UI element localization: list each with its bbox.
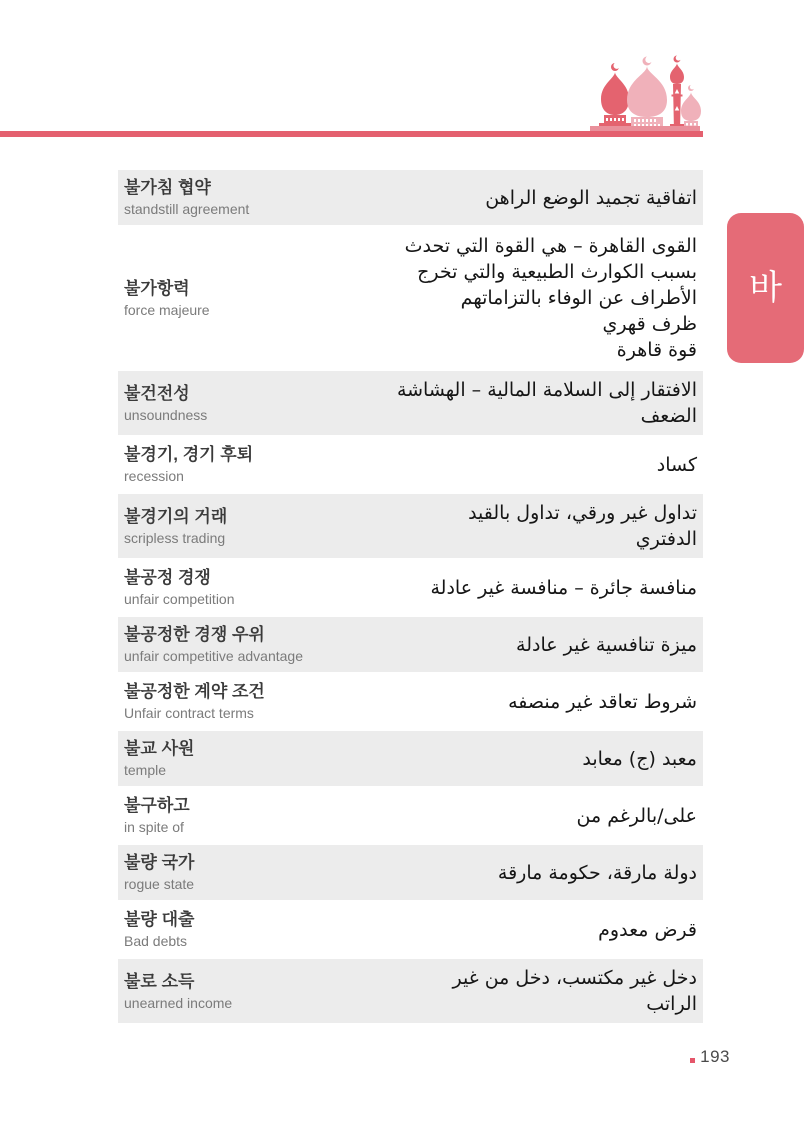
page-number: 193: [700, 1047, 730, 1066]
arabic-line: كساد: [656, 453, 697, 476]
english-term: temple: [124, 762, 167, 778]
arabic-translation: [374, 689, 697, 715]
term-cell: [124, 851, 374, 894]
korean-term: 불건전성: [124, 383, 190, 403]
arabic-translation: [374, 233, 697, 363]
center-dome: [627, 56, 667, 131]
term-cell: [124, 794, 374, 837]
arabic-translation: [374, 185, 697, 211]
header-divider-line: [0, 131, 703, 137]
arabic-line: معبد (ج) معابد: [582, 747, 697, 770]
arabic-translation: [374, 500, 697, 552]
arabic-translation: [374, 452, 697, 478]
arabic-line: شروط تعاقد غير منصفه: [508, 690, 697, 713]
glossary-entry-row: [118, 788, 703, 843]
english-term: recession: [124, 468, 184, 484]
term-cell: [124, 443, 374, 486]
korean-term: 불가침 협약: [124, 178, 211, 197]
arabic-line: الافتقار إلى السلامة المالية – الهشاشة: [396, 379, 697, 401]
arabic-line: ميزة تنافسية غير عادلة: [516, 633, 697, 656]
page-number-dot-icon: [690, 1058, 695, 1063]
arabic-translation: [374, 965, 697, 1017]
arabic-line: الضعف: [640, 405, 697, 427]
english-term: in spite of: [124, 819, 184, 835]
index-tab: [727, 213, 804, 363]
arabic-line: منافسة جائرة – منافسة غير عادلة: [430, 576, 697, 599]
korean-term: 불공정한 경쟁 우위: [124, 625, 265, 644]
arabic-translation: [374, 632, 697, 658]
arabic-line: تداول غير ورقي، تداول بالقيد: [468, 502, 697, 524]
arabic-line: القوى القاهرة – هي القوة التي تحدث: [404, 235, 697, 257]
arabic-line: الأطراف عن الوفاء بالتزاماتهم: [460, 287, 697, 309]
english-term: scripless trading: [124, 529, 226, 546]
korean-term: 불구하고: [124, 796, 190, 815]
arabic-line: قوة قاهرة: [616, 339, 697, 361]
korean-term: 불공정한 계약 조건: [124, 682, 265, 701]
term-cell: [124, 382, 374, 425]
term-cell: [124, 623, 374, 666]
arabic-translation: [374, 860, 697, 886]
left-dome: [599, 62, 631, 131]
glossary-entry-row: [118, 227, 703, 369]
english-term: rogue state: [124, 876, 195, 892]
korean-term: 불로 소득: [124, 971, 195, 991]
term-cell: [124, 737, 374, 780]
arabic-translation: [374, 917, 697, 943]
korean-term: 불가항력: [124, 278, 190, 298]
korean-term: 불경기, 경기 후퇴: [124, 445, 254, 464]
glossary-entry-row: [118, 170, 703, 225]
english-term: unfair competitive advantage: [124, 648, 303, 664]
glossary-entry-row: [118, 494, 703, 558]
arabic-line: الدفتري: [635, 528, 697, 550]
arabic-line: ظرف قهري: [602, 313, 697, 335]
arabic-line: دولة مارقة، حكومة مارقة: [497, 861, 697, 884]
arabic-line: على/بالرغم من: [576, 804, 697, 827]
term-cell: [124, 505, 374, 548]
english-term: unearned income: [124, 994, 233, 1011]
glossary-entry-row: [118, 845, 703, 900]
index-tab-label: 바: [749, 269, 782, 307]
korean-term: 불경기의 거래: [124, 506, 228, 526]
glossary-entry-row: [118, 437, 703, 492]
english-term: unfair competition: [124, 591, 235, 607]
arabic-line: بسبب الكوارث الطبيعية والتي تخرج: [417, 261, 697, 283]
term-cell: [124, 970, 374, 1013]
glossary-entry-row: [118, 371, 703, 435]
glossary-entry-row: [118, 731, 703, 786]
english-term: unsoundness: [124, 406, 208, 423]
glossary-entry-row: [118, 902, 703, 957]
mosque-icon: [584, 54, 704, 134]
arabic-translation: [374, 575, 697, 601]
glossary-entry-row: [118, 959, 703, 1023]
glossary-table: [118, 170, 703, 1025]
arabic-line: الراتب: [646, 993, 697, 1015]
arabic-translation: [374, 746, 697, 772]
arabic-line: قرض معدوم: [598, 918, 697, 941]
korean-term: 불량 대출: [124, 910, 195, 929]
term-cell: [124, 566, 374, 609]
arabic-line: دخل غير مكتسب، دخل من غير: [452, 967, 697, 989]
english-term: standstill agreement: [124, 201, 250, 217]
term-cell: [124, 680, 374, 723]
term-cell: [124, 277, 374, 320]
glossary-entry-row: [118, 617, 703, 672]
arabic-translation: [374, 377, 697, 429]
korean-term: 불공정 경쟁: [124, 568, 211, 587]
page-footer: [640, 1047, 730, 1067]
korean-term: 불교 사원: [124, 739, 195, 758]
right-dome: [681, 85, 701, 131]
minaret: [670, 55, 684, 131]
arabic-line: اتفاقية تجميد الوضع الراهن: [485, 186, 697, 209]
english-term: Bad debts: [124, 933, 188, 949]
arabic-translation: [374, 803, 697, 829]
term-cell: [124, 176, 374, 219]
glossary-entry-row: [118, 560, 703, 615]
term-cell: [124, 908, 374, 951]
english-term: force majeure: [124, 301, 210, 318]
korean-term: 불량 국가: [124, 853, 195, 872]
english-term: Unfair contract terms: [124, 705, 254, 721]
glossary-entry-row: [118, 674, 703, 729]
